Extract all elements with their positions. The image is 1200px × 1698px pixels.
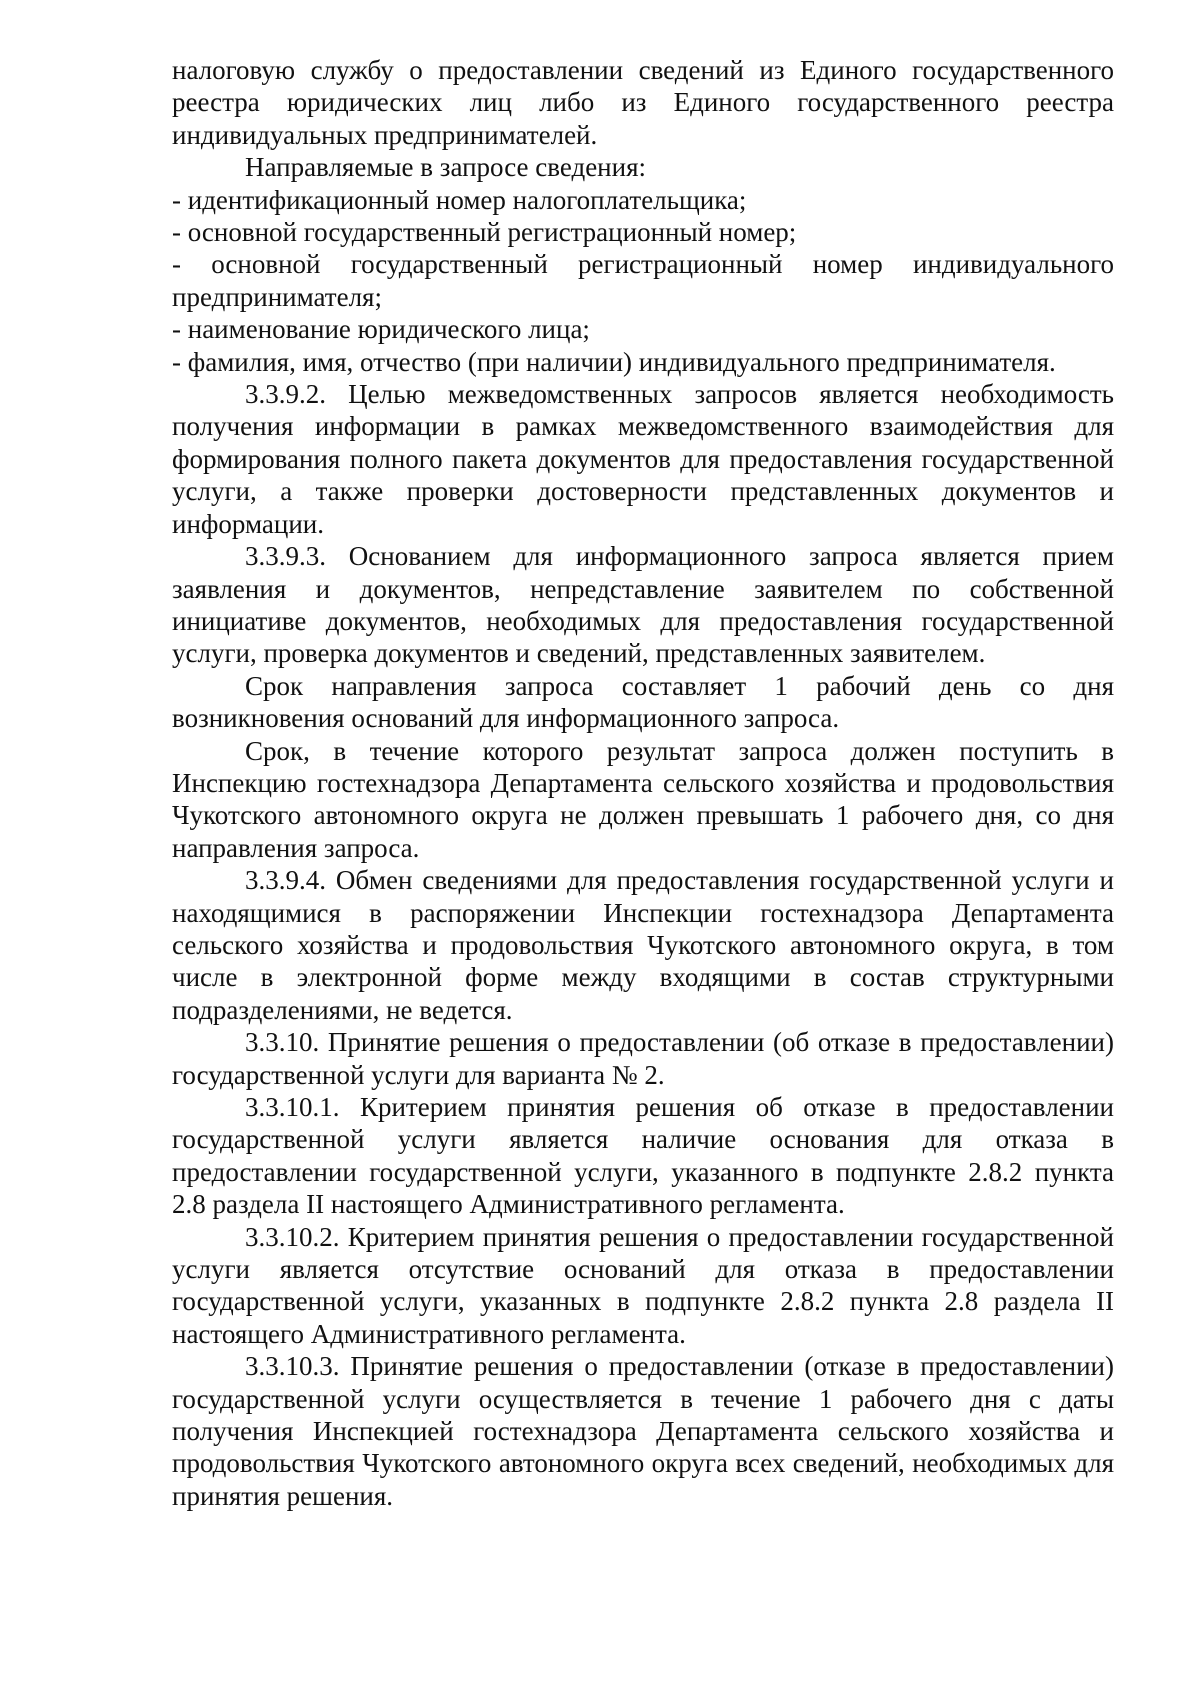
paragraph: Срок направления запроса составляет 1 рабочий день со дня возникновения оснований для информационного запроса.	[172, 670, 1114, 734]
document-body	[172, 54, 1114, 1512]
list-item: - идентификационный номер налогоплательщика;	[172, 184, 747, 215]
paragraph: 3.3.10. Принятие решения о предоставлении (об отказе в предоставлении) государственной услуги для варианта № 2.	[172, 1027, 1114, 1090]
paragraph: Срок, в течение которого результат запроса должен поступить в Инспекцию гостехнадзора Департамента сельского хозяйства и продовольствия Чукотского автономного округа не должен превышать 1 рабочего дня, со дня направления запроса.	[172, 735, 1114, 863]
paragraph: налоговую службу о предоставлении сведений из Единого государственного реестра юридических лиц либо из Единого государственного реестра индивидуальных предпринимателей.	[172, 55, 1114, 150]
paragraph: 3.3.9.4. Обмен сведениями для предоставления государственной услуги и находящимися в распоряжении Инспекции гостехнадзора Департамента сельского хозяйства и продовольствия Чукотского автономного округа, в том числе в электронной форме между входящими в состав структурными подразделениями, не ведется.	[172, 865, 1114, 1025]
list-item: - основной государственный регистрационный номер индивидуального предпринимателя;	[172, 249, 1114, 312]
paragraph: 3.3.10.1. Критерием принятия решения об отказе в предоставлении государственной услуги является наличие основания для отказа в предоставлении государственной услуги, указанного в подпункте 2.8.2 пункта 2.8 раздела II настоящего Административного регламента.	[172, 1092, 1114, 1220]
list-item: - основной государственный регистрационный номер;	[172, 217, 797, 248]
list-item: - наименование юридического лица;	[172, 314, 590, 345]
list-item: - фамилия, имя, отчество (при наличии) индивидуального предпринимателя.	[172, 346, 1056, 377]
paragraph: 3.3.10.3. Принятие решения о предоставлении (отказе в предоставлении) государственной услуги осуществляется в течение 1 рабочего дня с даты получения Инспекцией гостехнадзора Департамента сельского хозяйства и продовольствия Чукотского автономного округа всех сведений, необходимых для принятия решения.	[172, 1351, 1114, 1511]
paragraph: Направляемые в запросе сведения:	[245, 152, 646, 183]
paragraph: 3.3.9.3. Основанием для информационного запроса является прием заявления и документов, непредставление заявителем по собственной инициативе документов, необходимых для предоставления государственной услуги, проверка документов и сведений, представленных заявителем.	[172, 541, 1114, 669]
paragraph: 3.3.9.2. Целью межведомственных запросов является необходимость получения информации в рамках межведомственного взаимодействия для формирования полного пакета документов для предоставления государственной услуги, а также проверки достоверности представленных документов и информации.	[172, 379, 1114, 539]
paragraph: 3.3.10.2. Критерием принятия решения о предоставлении государственной услуги является отсутствие оснований для отказа в предоставлении государственной услуги, указанных в подпункте 2.8.2 пункта 2.8 раздела II настоящего Административного регламента.	[172, 1221, 1114, 1349]
